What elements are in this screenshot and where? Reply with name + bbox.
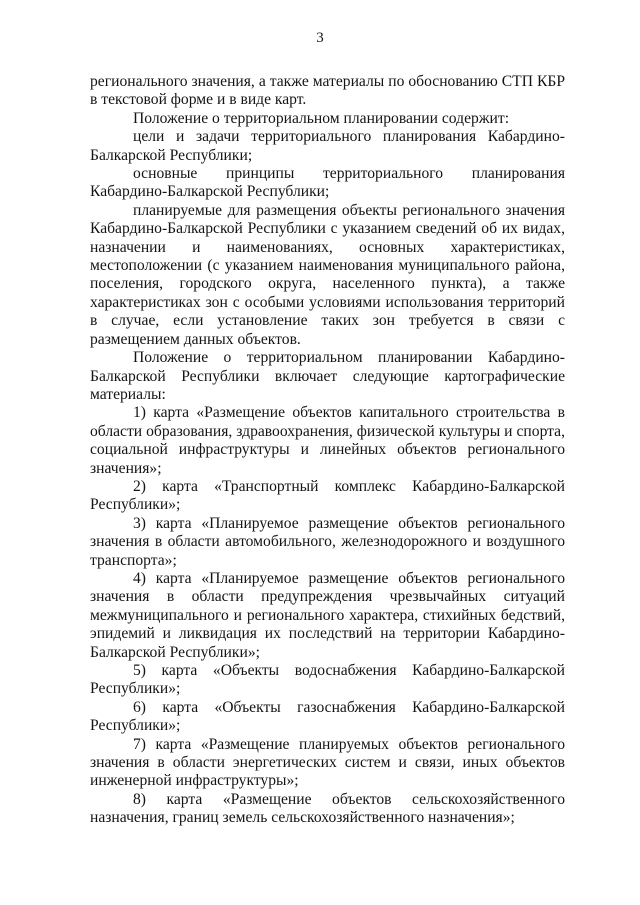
paragraph: Положение о территориальном планировании Кабардино-Балкарской Республики включает следующие картографические материалы: — [90, 349, 565, 403]
list-item-map-1: 1) карта «Размещение объектов капитального строительства в области образования, здравоохранения, физической культуры и спорта, социальной инфраструктуры и линейных объектов регионального значения»; — [90, 404, 565, 477]
paragraph: цели и задачи территориального планирования Кабардино-Балкарской Республики; — [90, 128, 565, 164]
page-number: 3 — [316, 30, 324, 46]
list-item-map-6: 6) карта «Объекты газоснабжения Кабардино-Балкарской Республики»; — [90, 698, 565, 735]
paragraph: регионального значения, а также материалы по обоснованию СТП КБР в текстовой форме и в виде карт. — [90, 73, 565, 109]
paragraph: основные принципы территориального планирования Кабардино-Балкарской Республики; — [90, 165, 565, 201]
paragraph: планируемые для размещения объекты регионального значения Кабардино-Балкарской Республики с указанием сведений об их видах, назначении и наименованиях, основных характеристиках, местоположении (с указанием наименования муниципального района, поселения, городского округа, населенного пункта), а также характеристиках зон с особыми условиями использования территорий в случае, если установление таких зон требуется в связи с размещением данных объектов. — [90, 201, 565, 348]
list-item-map-3: 3) карта «Планируемое размещение объектов регионального значения в области автомобильного, железнодорожного и воздушного транспорта»; — [90, 514, 565, 569]
list-item-map-7: 7) карта «Размещение планируемых объектов регионального значения в области энергетических систем и связи, иных объектов инженерной инфраструктуры»; — [90, 735, 565, 790]
list-item-map-4: 4) карта «Планируемое размещение объектов регионального значения в области предупреждения чрезвычайных ситуаций межмуниципального и регионального характера, стихийных бедствий, эпидемий и ликвидация их последствий на территории Кабардино-Балкарской Республики»; — [90, 569, 565, 661]
list-item-map-5: 5) карта «Объекты водоснабжения Кабардино-Балкарской Республики»; — [90, 662, 565, 698]
paragraph: Положение о территориальном планировании содержит: — [133, 109, 510, 127]
list-item-map-2: 2) карта «Транспортный комплекс Кабардино-Балкарской Республики»; — [90, 477, 565, 514]
document-body — [90, 73, 565, 828]
list-item-map-8: 8) карта «Размещение объектов сельскохозяйственного назначения, границ земель сельскохозяйственного назначения»; — [90, 790, 565, 827]
